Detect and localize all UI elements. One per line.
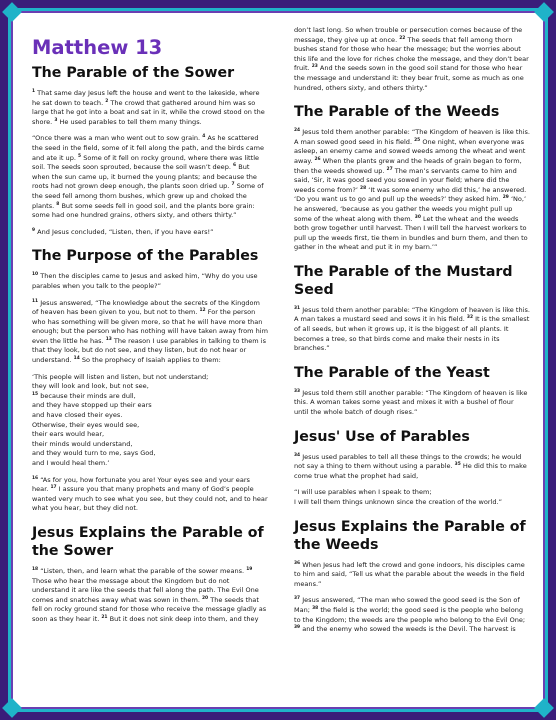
verse-text: and the enemy who sowed the weeds is the Devil. The harvest is — [302, 625, 516, 634]
verse-text: It is the smallest of all seeds, but when it grows up, it is the biggest of all plants. It becomes a tree, so that birds come and make their nests in its branches.” — [294, 315, 530, 353]
verse-number: 25 — [414, 137, 421, 143]
verse-number: 23 — [311, 64, 318, 70]
verse-number: 13 — [105, 336, 112, 342]
verse-text: So the prophecy of Isaiah applies to them: — [81, 356, 221, 365]
verse-number: 12 — [199, 307, 206, 313]
verse-number: 38 — [312, 605, 319, 611]
verse-text: don’t last long. So when trouble or persecution comes because of the message, they give up at once. — [294, 26, 523, 44]
verse-text: because their minds are dull, — [40, 391, 136, 400]
verse-text: For the person who has something will be given more, so that he will have more than enough; but the person who has nothing will have taken away from him even the little he has. — [32, 308, 268, 345]
verse-text: I will tell them things unknown since the creation of the world.” — [294, 498, 503, 506]
verse-number: 15 — [32, 391, 39, 397]
verse-text: “Listen, then, and learn what the parable of the sower means. — [40, 566, 247, 575]
verse-number: 10 — [32, 272, 39, 278]
verse-number: 21 — [101, 614, 108, 620]
right-column — [294, 26, 530, 635]
verse-text: “As for you, how fortunate you are! Your eyes see and your ears hear. — [32, 475, 250, 494]
verse-text: But it does not sink deep into them, and they — [109, 614, 259, 623]
section-heading: The Parable of the Yeast — [294, 364, 490, 381]
verse-text: Some of the seed fell among thorn bushes, which grew up and choked the plants. — [32, 182, 264, 210]
verse-number: 14 — [73, 355, 80, 361]
verse-number: 29 — [502, 195, 509, 201]
page-content — [30, 26, 530, 706]
paragraph — [294, 596, 530, 634]
verse-number: 2 — [105, 98, 109, 104]
verse-text: And the seeds sown in the good soil stand for those who hear the message and understand it: they bear fruit, some as much as one hundred, others sixty, and others thirty.” — [294, 64, 524, 92]
section-heading: The Purpose of the Parables — [32, 248, 259, 265]
verse-text: and have closed their eyes. — [32, 411, 123, 420]
paragraph — [32, 134, 268, 220]
paragraph — [32, 89, 268, 127]
verse-number: 27 — [386, 166, 393, 172]
quote — [294, 488, 530, 507]
verse-text: “I will use parables when I speak to them; — [294, 488, 432, 497]
paragraph — [294, 26, 530, 93]
verse-text: But when the sun came up, it burned the young plants; and because the roots had not grown deep enough, the plants soon dried up. — [32, 163, 257, 191]
verse-text: When Jesus had left the crowd and gone indoors, his disciples came to him and said, “Tell us what the parable about the weeds in the field means.” — [294, 560, 525, 588]
verse-text: their minds would understand, — [32, 439, 133, 448]
paragraph — [32, 272, 268, 291]
verse-number: 31 — [294, 305, 301, 311]
verse-text: One night, when everyone was asleep, an enemy came and sowed weeds among the wheat and went away. — [294, 137, 526, 165]
paragraph — [32, 476, 268, 514]
verse-text: Jesus answered, “The man who sowed the good seed is the Son of Man; — [294, 596, 520, 614]
verse-text: Those who hear the message about the Kingdom but do not understand it are like the seeds that fell along the path. The Evil One comes and snatches away what was sown in them. — [32, 576, 259, 604]
verse-text: “Once there was a man who went out to sow grain. — [32, 134, 203, 143]
verse-text: and they would turn to me, says God, — [32, 449, 156, 458]
verse-text: Then the disciples came to Jesus and asked him, “Why do you use parables when you talk to the people?” — [32, 272, 258, 290]
verse-text: As he scattered the seed in the field, some of it fell along the path, and the birds came and ate it up. — [32, 134, 265, 162]
verse-text: Jesus told them still another parable: “The Kingdom of heaven is like this. A woman takes some yeast and mixes it with a bushel of flour until the whole batch of dough rises.” — [294, 388, 528, 417]
verse-text: Jesus answered, “The knowledge about the secrets of the Kingdom of heaven has been given to you, but not to them. — [32, 298, 260, 317]
verse-text: the field is the world; the good seed is the people who belong to the Kingdom; the weeds are the people who belong to the Evil One; — [294, 605, 526, 624]
paragraph — [32, 228, 268, 238]
verse-text: Jesus used parables to tell all these things to the crowds; he would not say a thing to them without using a parable. — [294, 452, 522, 471]
verse-number: 33 — [294, 388, 301, 394]
verse-number: 16 — [32, 475, 39, 481]
verse-number: 1 — [32, 88, 36, 94]
verse-number: 8 — [56, 201, 60, 207]
verse-number: 39 — [294, 624, 301, 630]
verse-text: The seeds that fell on rocky ground stand for those who receive the message gladly as soon as they hear it. — [32, 595, 267, 623]
poem — [32, 373, 268, 469]
verse-text: ‘No,’ he answered, ‘because as you gather the weeds you might pull up some of the wheat along with them. — [294, 195, 527, 223]
verse-text: Otherwise, their eyes would see, — [32, 420, 140, 429]
verse-text: And Jesus concluded, “Listen, then, if you have ears!” — [37, 227, 214, 236]
verse-number: 28 — [360, 185, 367, 191]
verse-text: ‘It was some enemy who did this,’ he answered. ‘Do you want us to go and pull up the weeds?’ they asked him. — [294, 185, 527, 204]
verse-number: 26 — [314, 156, 321, 162]
paragraph — [294, 561, 530, 590]
verse-text: When the plants grew and the heads of grain began to form, then the weeds showed up. — [294, 156, 522, 175]
verse-text: Jesus told them another parable: “The Kingdom of heaven is like this. A man sowed good seed in his field. — [294, 128, 530, 146]
verse-text: He used parables to tell them many things. — [59, 117, 202, 126]
verse-text: But some seeds fell in good soil, and the plants bore grain: some had one hundred grains, others sixty, and others thirty.” — [32, 201, 255, 220]
paragraph — [294, 389, 530, 418]
book-title: Matthew 13 — [32, 36, 163, 59]
verse-text: and I would heal them.’ — [32, 459, 110, 467]
section-heading: Jesus' Use of Parables — [294, 428, 470, 445]
verse-number: 17 — [50, 485, 57, 491]
verse-number: 19 — [246, 566, 253, 572]
verse-text: Some of it fell on rocky ground, where there was little soil. The seeds soon sprouted, because the soil wasn’t deep. — [32, 153, 260, 172]
verse-text: they will look and look, but not see, — [32, 382, 149, 391]
verse-text: I assure you that many prophets and many of God’s people wanted very much to see what you see, but they could not, and to hear what you hear, but they did not. — [32, 485, 268, 513]
verse-number: 34 — [294, 452, 301, 458]
verse-text: The crowd that gathered around him was so large that he got into a boat and sat in it, while the crowd stood on the shore. — [32, 98, 265, 126]
verse-text: That same day Jesus left the house and went to the lakeside, where he sat down to teach. — [32, 89, 260, 107]
verse-text: Jesus told them another parable: “The Kingdom of heaven is like this. A man takes a mustard seed and sows it in his field. — [294, 305, 530, 324]
section-heading: Jesus Explains the Parable of the Weeds — [294, 518, 526, 553]
paragraph — [294, 128, 530, 253]
paragraph — [294, 453, 530, 482]
section-heading: Jesus Explains the Parable of the Sower — [32, 524, 264, 559]
verse-number: 35 — [454, 462, 461, 468]
verse-number: 36 — [294, 560, 301, 566]
verse-number: 24 — [294, 127, 301, 133]
verse-number: 7 — [231, 182, 235, 188]
paragraph — [32, 299, 268, 366]
section-heading: The Parable of the Mustard Seed — [294, 263, 513, 298]
verse-number: 6 — [233, 162, 237, 168]
verse-text: The reason I use parables in talking to them is that they look, but do not see, and they listen, but do not hear or understand. — [32, 336, 266, 365]
paragraph — [32, 567, 268, 625]
verse-number: 32 — [466, 315, 474, 321]
verse-text: their ears would hear, — [32, 430, 105, 439]
verse-number: 37 — [294, 596, 301, 602]
verse-text: ‘This people will listen and listen, but not understand; — [32, 372, 209, 381]
verse-number: 20 — [202, 595, 209, 601]
verse-number: 5 — [78, 153, 82, 159]
verse-number: 11 — [32, 298, 39, 304]
verse-number: 3 — [54, 117, 58, 123]
verse-number: 22 — [399, 35, 406, 41]
verse-text: Let the wheat and the weeds both grow together until harvest. Then I will tell the harvest workers to pull up the weeds first, tie them in bundles and burn them, and then to gather in the wheat and put it in my barn.’” — [294, 214, 528, 252]
verse-number: 9 — [32, 227, 36, 233]
verse-number: 30 — [414, 214, 421, 220]
verse-text: The man’s servants came to him and said, ‘Sir, it was good seed you sowed in your field; where did the weeds come from?’ — [294, 166, 517, 194]
verse-text: and they have stopped up their ears — [32, 401, 152, 410]
section-heading: The Parable of the Weeds — [294, 104, 500, 121]
left-column — [32, 26, 268, 625]
verse-number: 4 — [202, 134, 206, 140]
paragraph — [294, 306, 530, 354]
verse-number: 18 — [32, 566, 39, 572]
verse-text: The seeds that fell among thorn bushes stand for those who hear the message; but the worries about this life and the love for riches choke the message, and they don’t bear fruit. — [294, 35, 529, 73]
section-heading: The Parable of the Sower — [32, 65, 235, 81]
verse-text: He did this to make come true what the prophet had said, — [294, 462, 527, 480]
